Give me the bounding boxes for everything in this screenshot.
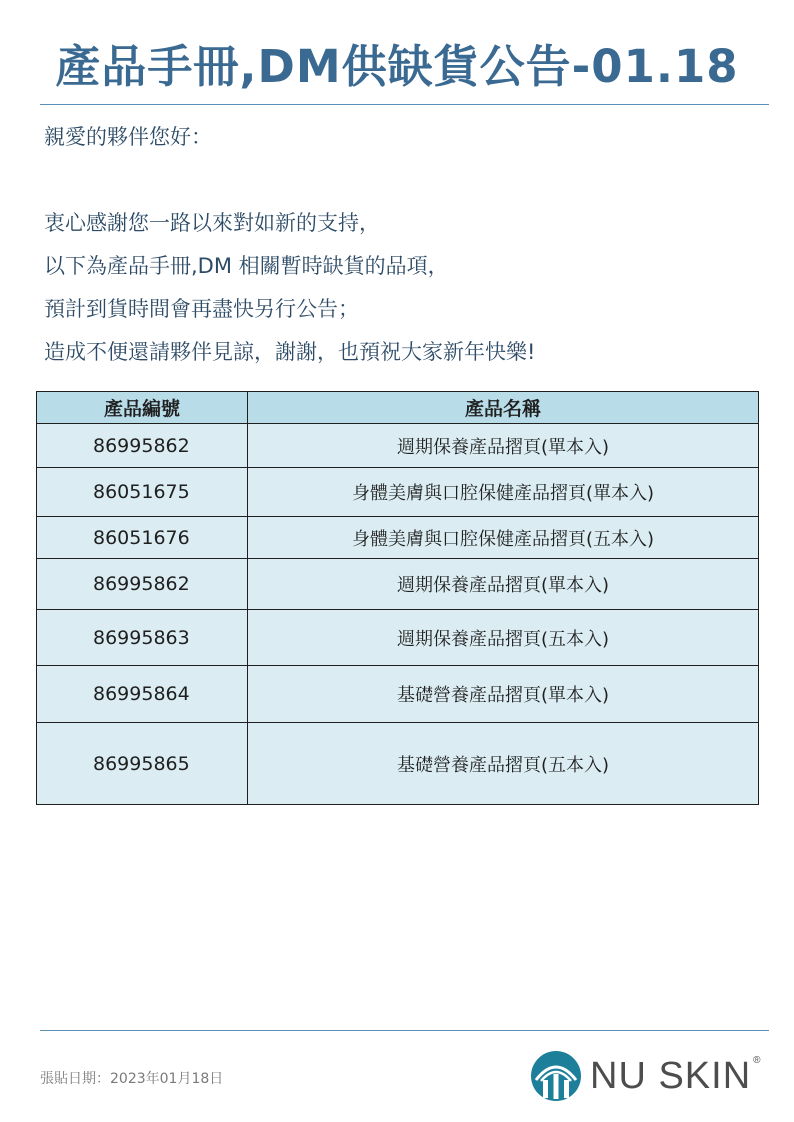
table-row bbox=[37, 610, 759, 666]
greeting: 親愛的夥伴您好： bbox=[44, 125, 212, 149]
product-code: 86995865 bbox=[37, 723, 248, 805]
product-name: 身體美膚與口腔保健產品摺頁(單本入) bbox=[248, 468, 759, 517]
product-code: 86995863 bbox=[37, 610, 248, 666]
post-date: 張貼日期：2023年01月18日 bbox=[40, 1071, 224, 1087]
body-line: 造成不便還請夥伴見諒，謝謝，也預祝大家新年快樂! bbox=[44, 340, 536, 364]
product-name: 身體美膚與口腔保健產品摺頁(五本入) bbox=[248, 517, 759, 559]
registered-mark: ® bbox=[753, 1055, 762, 1066]
column-header-code: 產品編號 bbox=[37, 392, 248, 424]
nu-skin-emblem-icon bbox=[530, 1050, 582, 1102]
body-line: 以下為產品手冊,DM 相關暫時缺貨的品項， bbox=[44, 254, 449, 278]
table-row bbox=[37, 559, 759, 610]
table-row bbox=[37, 468, 759, 517]
table-row bbox=[37, 666, 759, 723]
out-of-stock-table bbox=[36, 391, 759, 805]
body-line: 預計到貨時間會再盡快另行公告； bbox=[44, 297, 359, 321]
nu-skin-logo bbox=[530, 1050, 770, 1106]
header-divider bbox=[40, 104, 769, 105]
page-title: 產品手冊,DM供缺貨公告-01.18 bbox=[55, 40, 739, 93]
product-name: 週期保養產品摺頁(單本入) bbox=[248, 424, 759, 468]
table-row bbox=[37, 424, 759, 468]
body-line: 衷心感謝您一路以來對如新的支持， bbox=[44, 211, 380, 235]
product-name: 週期保養產品摺頁(五本入) bbox=[248, 610, 759, 666]
product-code: 86995862 bbox=[37, 424, 248, 468]
product-name: 週期保養產品摺頁(單本入) bbox=[248, 559, 759, 610]
table-row bbox=[37, 517, 759, 559]
footer-divider bbox=[40, 1030, 769, 1031]
product-code: 86995864 bbox=[37, 666, 248, 723]
product-code: 86051675 bbox=[37, 468, 248, 517]
product-code: 86051676 bbox=[37, 517, 248, 559]
product-name: 基礎營養產品摺頁(單本入) bbox=[248, 666, 759, 723]
product-code: 86995862 bbox=[37, 559, 248, 610]
table-row bbox=[37, 723, 759, 805]
logo-wordmark: NU SKIN bbox=[590, 1055, 752, 1097]
announcement-body bbox=[44, 202, 535, 374]
product-name: 基礎營養產品摺頁(五本入) bbox=[248, 723, 759, 805]
column-header-name: 產品名稱 bbox=[248, 392, 759, 424]
table-header-row bbox=[37, 392, 759, 424]
